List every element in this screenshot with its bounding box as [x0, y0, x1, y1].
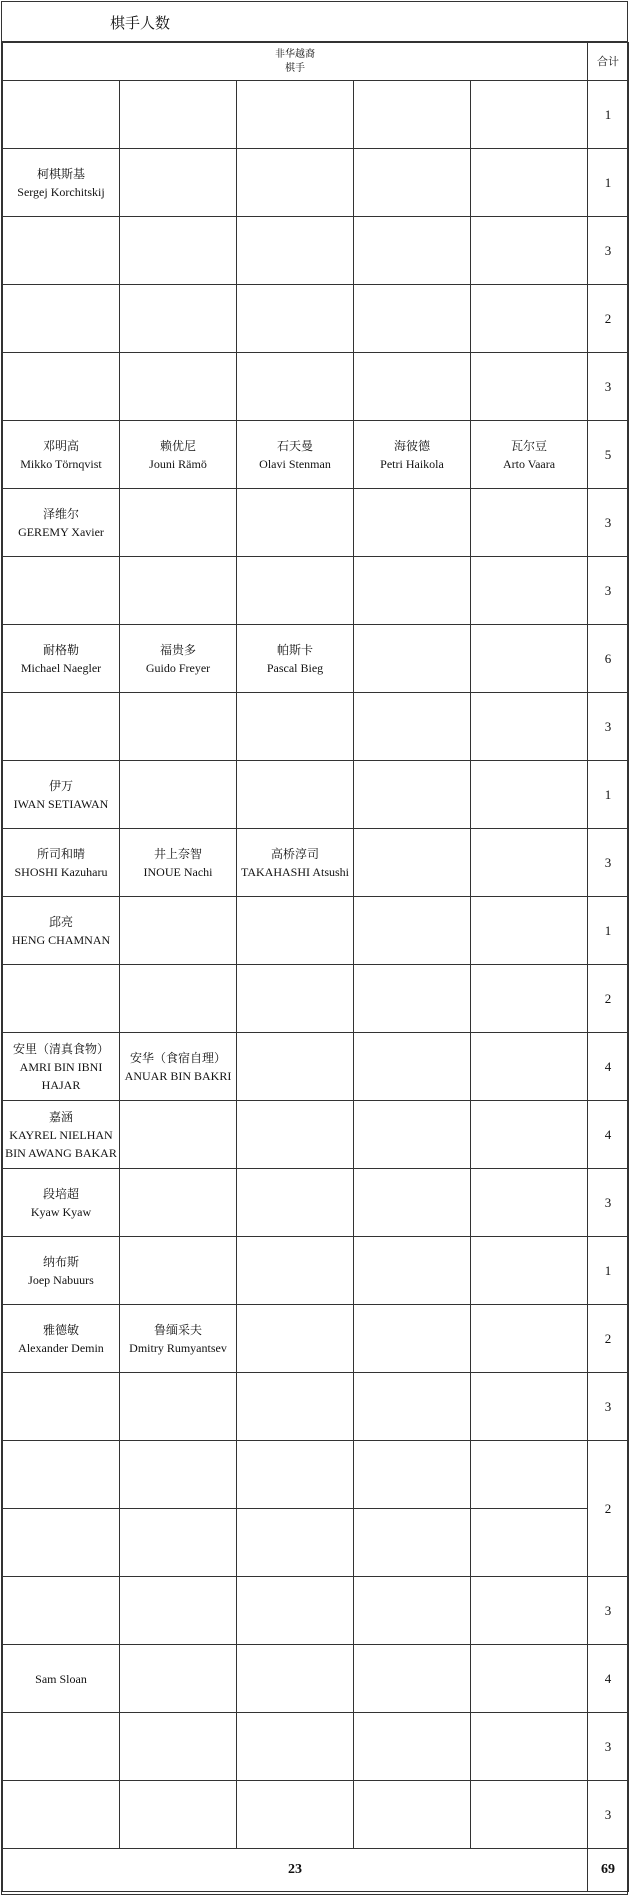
- player-chinese-name: 邓明高: [42, 438, 79, 453]
- player-cell: [354, 1237, 471, 1305]
- player-cell: [471, 1713, 588, 1781]
- player-cell: [120, 217, 237, 285]
- table-row: [3, 761, 629, 829]
- row-total: 5: [588, 421, 629, 489]
- player-english-name: Petri Haikola: [380, 456, 444, 471]
- player-chinese-name: 瓦尔豆: [510, 438, 547, 453]
- player-english-name: TAKAHASHI Atsushi: [240, 864, 350, 879]
- player-cell: [3, 1169, 120, 1237]
- player-table: [2, 42, 629, 1892]
- player-cell: [237, 1033, 354, 1101]
- row-total: 3: [588, 1713, 629, 1781]
- player-cell: [471, 421, 588, 489]
- row-total: 2: [588, 285, 629, 353]
- player-chinese-name: 海彼德: [393, 438, 430, 453]
- table-row: [3, 1169, 629, 1237]
- player-cell: [354, 1781, 471, 1849]
- player-cell: [354, 1305, 471, 1373]
- player-cell: [120, 897, 237, 965]
- player-cell: [354, 1577, 471, 1645]
- row-total: 4: [588, 1033, 629, 1101]
- row-total: 1: [588, 897, 629, 965]
- player-cell: [471, 1169, 588, 1237]
- table-row: [3, 965, 629, 1033]
- player-chinese-name: 嘉涵: [48, 1109, 73, 1124]
- row-total: 3: [588, 1373, 629, 1441]
- player-cell: [120, 81, 237, 149]
- player-cell: [237, 1713, 354, 1781]
- row-total: 3: [588, 489, 629, 557]
- player-cell: [3, 897, 120, 965]
- player-cell: [471, 217, 588, 285]
- player-cell: [120, 1101, 237, 1169]
- row-total: 4: [588, 1645, 629, 1713]
- table-row: [3, 81, 629, 149]
- player-cell: [3, 557, 120, 625]
- table-row: [3, 1509, 629, 1577]
- player-cell: [471, 1101, 588, 1169]
- player-chinese-name: 福贵多: [159, 642, 196, 657]
- player-chinese-name: 伊万: [48, 778, 73, 793]
- player-cell: [237, 1305, 354, 1373]
- player-cell: [120, 1237, 237, 1305]
- player-cell: [354, 81, 471, 149]
- player-cell: [120, 1645, 237, 1713]
- player-chinese-name: 雅德敏: [42, 1322, 79, 1337]
- table-row: [3, 1305, 629, 1373]
- table-row: [3, 1101, 629, 1169]
- player-cell: [354, 965, 471, 1033]
- player-cell: [3, 965, 120, 1033]
- row-total: 3: [588, 693, 629, 761]
- player-cell: [471, 1645, 588, 1713]
- row-total: 1: [588, 761, 629, 829]
- player-cell: [120, 285, 237, 353]
- player-cell: [3, 1033, 120, 1101]
- player-cell: [471, 1033, 588, 1101]
- player-chinese-name: 鲁缅采夫: [153, 1322, 202, 1337]
- player-cell: [3, 1645, 120, 1713]
- player-english-name: KAYREL NIELHAN BIN AWANG BAKAR: [5, 1127, 117, 1160]
- footer-row: [3, 1849, 629, 1892]
- table-row: [3, 353, 629, 421]
- player-cell: [120, 1509, 237, 1577]
- row-total: 2: [588, 1441, 629, 1577]
- player-cell: [237, 353, 354, 421]
- player-cell: [354, 421, 471, 489]
- player-english-name: INOUE Nachi: [143, 864, 213, 879]
- player-cell: [237, 285, 354, 353]
- player-cell: [120, 353, 237, 421]
- player-cell: [354, 1033, 471, 1101]
- player-chinese-name: 泽维尔: [42, 506, 79, 521]
- player-chinese-name: 柯棋斯基: [36, 166, 85, 181]
- player-cell: [120, 829, 237, 897]
- player-cell: [471, 489, 588, 557]
- table-row: [3, 625, 629, 693]
- player-cell: [471, 1509, 588, 1577]
- table-row: [3, 1441, 629, 1509]
- player-chinese-name: 帕斯卡: [276, 642, 313, 657]
- player-cell: [3, 1577, 120, 1645]
- player-chinese-name: 段培超: [42, 1186, 79, 1201]
- player-cell: [120, 1373, 237, 1441]
- player-cell: [471, 1441, 588, 1509]
- player-cell: [237, 693, 354, 761]
- player-cell: [471, 1781, 588, 1849]
- player-cell: [237, 217, 354, 285]
- player-cell: [354, 217, 471, 285]
- row-total: 3: [588, 217, 629, 285]
- player-cell: [120, 693, 237, 761]
- player-english-name: Olavi Stenman: [259, 456, 331, 471]
- player-cell: [354, 489, 471, 557]
- player-cell: [354, 1441, 471, 1509]
- table-row: [3, 1033, 629, 1101]
- player-cell: [120, 1305, 237, 1373]
- row-total: 2: [588, 1305, 629, 1373]
- player-cell: [120, 489, 237, 557]
- player-cell: [354, 625, 471, 693]
- player-cell: [354, 557, 471, 625]
- table-row: [3, 217, 629, 285]
- player-cell: [3, 1373, 120, 1441]
- player-cell: [237, 965, 354, 1033]
- player-cell: [471, 965, 588, 1033]
- player-chinese-name: 安里（清真食物）: [12, 1041, 109, 1056]
- player-cell: [471, 1305, 588, 1373]
- player-chinese-name: 安华（食宿自理）: [129, 1050, 226, 1065]
- player-chinese-name: 纳布斯: [42, 1254, 79, 1269]
- player-english-name: Michael Naegler: [20, 660, 102, 675]
- player-cell: [3, 1781, 120, 1849]
- player-english-name: Guido Freyer: [145, 660, 211, 675]
- player-english-name: SHOSHI Kazuharu: [14, 864, 108, 879]
- player-english-name: Joep Nabuurs: [28, 1272, 94, 1287]
- player-cell: [3, 149, 120, 217]
- player-chinese-name: 井上奈智: [153, 846, 202, 861]
- player-cell: [354, 1101, 471, 1169]
- player-cell: [120, 1781, 237, 1849]
- player-cell: [471, 829, 588, 897]
- player-cell: [3, 1237, 120, 1305]
- player-cell: [471, 1577, 588, 1645]
- player-cell: [354, 149, 471, 217]
- group-header-line2: 棋手: [285, 62, 305, 74]
- players-total: 23: [3, 1849, 588, 1892]
- player-english-name: IWAN SETIAWAN: [13, 796, 109, 811]
- row-total: 6: [588, 625, 629, 693]
- player-cell: [237, 829, 354, 897]
- player-cell: [3, 81, 120, 149]
- table-row: [3, 693, 629, 761]
- player-english-name: Jouni Rämö: [149, 456, 207, 471]
- table-row: [3, 1645, 629, 1713]
- row-total: 1: [588, 1237, 629, 1305]
- player-english-name: HENG CHAMNAN: [11, 932, 111, 947]
- player-cell: [120, 421, 237, 489]
- player-cell: [3, 217, 120, 285]
- player-chinese-name: 耐格勒: [42, 642, 79, 657]
- player-cell: [471, 897, 588, 965]
- player-english-name: Pascal Bieg: [266, 660, 324, 675]
- player-cell: [471, 353, 588, 421]
- player-cell: [471, 1237, 588, 1305]
- player-cell: [237, 81, 354, 149]
- row-total: 3: [588, 1781, 629, 1849]
- player-english-name: Sergej Korchitskij: [17, 184, 105, 199]
- player-cell: [3, 1713, 120, 1781]
- player-cell: [120, 965, 237, 1033]
- player-cell: [471, 285, 588, 353]
- player-cell: [120, 1033, 237, 1101]
- table-row: [3, 829, 629, 897]
- player-english-name: Alexander Demin: [18, 1340, 104, 1355]
- player-cell: [3, 761, 120, 829]
- player-cell: [237, 421, 354, 489]
- player-cell: [120, 625, 237, 693]
- player-cell: [354, 1509, 471, 1577]
- player-cell: [3, 353, 120, 421]
- player-cell: [471, 557, 588, 625]
- table-row: [3, 1237, 629, 1305]
- player-cell: [354, 285, 471, 353]
- table-row: [3, 1781, 629, 1849]
- player-cell: [3, 1305, 120, 1373]
- total-header: 合计: [588, 43, 629, 81]
- player-cell: [354, 693, 471, 761]
- player-cell: [3, 1509, 120, 1577]
- player-english-name: Sam Sloan: [35, 1671, 87, 1686]
- player-cell: [471, 625, 588, 693]
- player-english-name: Arto Vaara: [502, 456, 556, 471]
- player-cell: [120, 557, 237, 625]
- player-cell: [120, 761, 237, 829]
- player-cell: [3, 625, 120, 693]
- player-chinese-name: 高桥淳司: [270, 846, 319, 861]
- player-cell: [471, 693, 588, 761]
- player-cell: [237, 1645, 354, 1713]
- player-cell: [120, 149, 237, 217]
- player-cell: [354, 761, 471, 829]
- player-cell: [354, 897, 471, 965]
- table-row: [3, 421, 629, 489]
- row-total: 1: [588, 81, 629, 149]
- table-row: [3, 897, 629, 965]
- player-cell: [120, 1169, 237, 1237]
- player-cell: [471, 81, 588, 149]
- player-cell: [237, 1101, 354, 1169]
- player-cell: [237, 1781, 354, 1849]
- group-header: [3, 43, 588, 81]
- player-cell: [354, 1645, 471, 1713]
- player-cell: [237, 1373, 354, 1441]
- table-row: [3, 489, 629, 557]
- roster-sheet: [1, 1, 628, 1895]
- player-cell: [471, 149, 588, 217]
- title-row: [2, 2, 627, 42]
- player-cell: [237, 897, 354, 965]
- player-chinese-name: 所司和晴: [36, 846, 85, 861]
- player-cell: [237, 761, 354, 829]
- player-cell: [120, 1577, 237, 1645]
- player-cell: [237, 1169, 354, 1237]
- player-cell: [3, 1101, 120, 1169]
- player-cell: [3, 489, 120, 557]
- table-row: [3, 1577, 629, 1645]
- player-cell: [471, 761, 588, 829]
- player-cell: [471, 1373, 588, 1441]
- player-english-name: ANUAR BIN BAKRI: [124, 1068, 232, 1083]
- player-english-name: GEREMY Xavier: [18, 524, 104, 539]
- table-row: [3, 1713, 629, 1781]
- grand-total: 69: [588, 1849, 629, 1892]
- table-body: [3, 81, 629, 1849]
- table-row: [3, 149, 629, 217]
- sheet-title: 棋手人数: [110, 14, 171, 32]
- player-cell: [237, 1509, 354, 1577]
- player-english-name: Kyaw Kyaw: [30, 1204, 92, 1219]
- group-header-line1: 非华越裔: [275, 48, 315, 60]
- player-cell: [237, 1237, 354, 1305]
- player-chinese-name: 邱亮: [48, 914, 73, 929]
- player-cell: [354, 1713, 471, 1781]
- player-cell: [3, 1441, 120, 1509]
- row-total: 2: [588, 965, 629, 1033]
- player-cell: [3, 829, 120, 897]
- player-cell: [120, 1713, 237, 1781]
- table-row: [3, 285, 629, 353]
- player-cell: [237, 625, 354, 693]
- row-total: 4: [588, 1101, 629, 1169]
- player-cell: [237, 1577, 354, 1645]
- player-cell: [354, 353, 471, 421]
- row-total: 3: [588, 353, 629, 421]
- row-total: 3: [588, 1169, 629, 1237]
- player-cell: [237, 557, 354, 625]
- player-cell: [237, 489, 354, 557]
- row-total: 1: [588, 149, 629, 217]
- table-row: [3, 557, 629, 625]
- player-cell: [354, 829, 471, 897]
- player-english-name: Mikko Törnqvist: [20, 456, 102, 471]
- row-total: 3: [588, 829, 629, 897]
- player-cell: [3, 285, 120, 353]
- row-total: 3: [588, 1577, 629, 1645]
- player-cell: [354, 1169, 471, 1237]
- player-english-name: Dmitry Rumyantsev: [129, 1340, 227, 1355]
- player-cell: [237, 1441, 354, 1509]
- table-row: [3, 1373, 629, 1441]
- player-cell: [354, 1373, 471, 1441]
- player-chinese-name: 赖优尼: [159, 438, 196, 453]
- player-cell: [3, 693, 120, 761]
- player-english-name: AMRI BIN IBNI HAJAR: [19, 1059, 103, 1092]
- player-cell: [120, 1441, 237, 1509]
- player-cell: [237, 149, 354, 217]
- row-total: 3: [588, 557, 629, 625]
- player-cell: [3, 421, 120, 489]
- player-chinese-name: 石天曼: [276, 438, 313, 453]
